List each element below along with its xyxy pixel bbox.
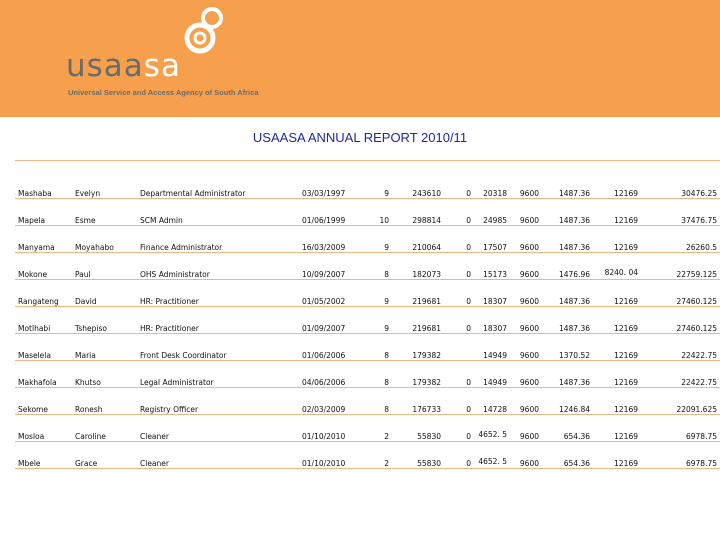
- cell-col-10: 1487.36: [542, 172, 593, 199]
- cell-position: HR: Practitioner: [137, 307, 299, 334]
- cell-first-name: Paul: [72, 253, 137, 280]
- staff-table: [15, 172, 720, 469]
- cell-col-8: 15173: [474, 253, 510, 280]
- logo-swirl-icon: [182, 6, 232, 62]
- cell-position: Registry Officer: [137, 388, 299, 415]
- cell-position: SCM Admin: [137, 199, 299, 226]
- cell-col-12: 22422.75: [641, 334, 720, 361]
- cell-surname: Mbele: [15, 442, 72, 469]
- cell-col-10: 1487.36: [542, 199, 593, 226]
- cell-col-12: 22422.75: [641, 361, 720, 388]
- cell-salary: 243610: [392, 172, 444, 199]
- cell-level: 9: [367, 280, 392, 307]
- cell-salary: 55830: [392, 442, 444, 469]
- cell-level: 9: [367, 226, 392, 253]
- cell-col-11: 12169: [593, 334, 641, 361]
- cell-start-date: 01/09/2007: [299, 307, 367, 334]
- cell-salary: 182073: [392, 253, 444, 280]
- cell-salary: 298814: [392, 199, 444, 226]
- cell-col-12: 6978.75: [641, 442, 720, 469]
- cell-level: 9: [367, 307, 392, 334]
- cell-col-10: 654.36: [542, 415, 593, 442]
- table-row: [15, 388, 720, 415]
- cell-col-11: 12169: [593, 280, 641, 307]
- cell-col-8: 17507: [474, 226, 510, 253]
- cell-salary: 55830: [392, 415, 444, 442]
- cell-col-12: 30476.25: [641, 172, 720, 199]
- cell-salary: 179382: [392, 361, 444, 388]
- cell-col-8: 14949: [474, 361, 510, 388]
- cell-position: Front Desk Coordinator: [137, 334, 299, 361]
- cell-start-date: 03/03/1997: [299, 172, 367, 199]
- cell-col-7: 0: [444, 442, 474, 469]
- cell-col-9: 9600: [510, 334, 542, 361]
- cell-col-10: 1246.84: [542, 388, 593, 415]
- cell-col-9: 9600: [510, 307, 542, 334]
- cell-col-9: 9600: [510, 226, 542, 253]
- cell-col-10: 654.36: [542, 442, 593, 469]
- cell-col-7: [444, 334, 474, 361]
- cell-start-date: 16/03/2009: [299, 226, 367, 253]
- cell-level: 8: [367, 253, 392, 280]
- cell-col-11: 12169: [593, 307, 641, 334]
- cell-first-name: Maria: [72, 334, 137, 361]
- cell-col-9: 9600: [510, 415, 542, 442]
- cell-start-date: 01/06/1999: [299, 199, 367, 226]
- cell-level: 8: [367, 361, 392, 388]
- cell-position: Cleaner: [137, 415, 299, 442]
- cell-col-10: 1487.36: [542, 361, 593, 388]
- cell-col-9: 9600: [510, 361, 542, 388]
- cell-col-12: 22091.625: [641, 388, 720, 415]
- cell-col-10: 1487.36: [542, 280, 593, 307]
- table-row: [15, 226, 720, 253]
- cell-position: Finance Administrator: [137, 226, 299, 253]
- cell-first-name: Tshepiso: [72, 307, 137, 334]
- cell-col-11: 12169: [593, 172, 641, 199]
- cell-col-12: 26260.5: [641, 226, 720, 253]
- cell-start-date: 10/09/2007: [299, 253, 367, 280]
- cell-first-name: Evelyn: [72, 172, 137, 199]
- cell-col-12: 27460.125: [641, 307, 720, 334]
- cell-level: 9: [367, 172, 392, 199]
- table-row: [15, 172, 720, 199]
- cell-col-9: 9600: [510, 280, 542, 307]
- cell-surname: Mapela: [15, 199, 72, 226]
- cell-first-name: Ronesh: [72, 388, 137, 415]
- cell-salary: 219681: [392, 307, 444, 334]
- cell-col-12: 27460.125: [641, 280, 720, 307]
- table-row: [15, 361, 720, 388]
- cell-col-8: 20318: [474, 172, 510, 199]
- cell-col-10: 1487.36: [542, 226, 593, 253]
- cell-salary: 210064: [392, 226, 444, 253]
- cell-col-12: 22759.125: [641, 253, 720, 280]
- cell-first-name: Grace: [72, 442, 137, 469]
- cell-surname: Mosloa: [15, 415, 72, 442]
- cell-col-7: 0: [444, 388, 474, 415]
- cell-surname: Maselela: [15, 334, 72, 361]
- cell-surname: Motlhabi: [15, 307, 72, 334]
- cell-surname: Mokone: [15, 253, 72, 280]
- cell-position: Legal Administrator: [137, 361, 299, 388]
- cell-col-10: 1487.36: [542, 307, 593, 334]
- cell-col-11: 12169: [593, 442, 641, 469]
- cell-col-12: 6978.75: [641, 415, 720, 442]
- cell-start-date: 02/03/2009: [299, 388, 367, 415]
- cell-position: OHS Administrator: [137, 253, 299, 280]
- cell-surname: Manyama: [15, 226, 72, 253]
- table-row: [15, 307, 720, 334]
- cell-col-7: 0: [444, 415, 474, 442]
- cell-col-9: 9600: [510, 388, 542, 415]
- cell-col-7: 0: [444, 199, 474, 226]
- cell-col-11: 12169: [593, 226, 641, 253]
- table-row: [15, 334, 720, 361]
- cell-surname: Makhafola: [15, 361, 72, 388]
- table-row: [15, 442, 720, 469]
- cell-level: 8: [367, 388, 392, 415]
- logo-wordmark: usaasa: [66, 48, 181, 84]
- cell-position: Cleaner: [137, 442, 299, 469]
- cell-col-8: 4652. 5: [474, 415, 510, 442]
- cell-col-8: 4652. 5: [474, 442, 510, 469]
- cell-salary: 179382: [392, 334, 444, 361]
- cell-col-7: 0: [444, 361, 474, 388]
- cell-col-7: 0: [444, 253, 474, 280]
- cell-col-11: 12169: [593, 361, 641, 388]
- cell-col-7: 0: [444, 280, 474, 307]
- table-row: [15, 199, 720, 226]
- cell-first-name: Caroline: [72, 415, 137, 442]
- cell-col-11: 12169: [593, 199, 641, 226]
- cell-surname: Mashaba: [15, 172, 72, 199]
- cell-surname: Sekome: [15, 388, 72, 415]
- cell-level: 2: [367, 415, 392, 442]
- cell-start-date: 01/10/2010: [299, 415, 367, 442]
- cell-col-7: 0: [444, 226, 474, 253]
- table-row: [15, 253, 720, 280]
- cell-first-name: Khutso: [72, 361, 137, 388]
- cell-start-date: 01/06/2006: [299, 334, 367, 361]
- cell-col-8: 14728: [474, 388, 510, 415]
- cell-level: 10: [367, 199, 392, 226]
- cell-position: Departmental Administrator: [137, 172, 299, 199]
- cell-start-date: 04/06/2006: [299, 361, 367, 388]
- cell-col-9: 9600: [510, 442, 542, 469]
- cell-col-10: 1476.96: [542, 253, 593, 280]
- cell-col-8: 18307: [474, 307, 510, 334]
- cell-salary: 219681: [392, 280, 444, 307]
- report-title: USAASA ANNUAL REPORT 2010/11: [252, 130, 468, 145]
- cell-level: 2: [367, 442, 392, 469]
- table-row: [15, 280, 720, 307]
- header-divider: [15, 160, 720, 161]
- cell-col-8: 18307: [474, 280, 510, 307]
- cell-col-10: 1370.52: [542, 334, 593, 361]
- header-banner: [0, 0, 720, 117]
- cell-surname: Rangateng: [15, 280, 72, 307]
- cell-first-name: Esme: [72, 199, 137, 226]
- cell-col-7: 0: [444, 172, 474, 199]
- cell-start-date: 01/10/2010: [299, 442, 367, 469]
- cell-col-9: 9600: [510, 253, 542, 280]
- cell-col-9: 9600: [510, 199, 542, 226]
- cell-col-8: 14949: [474, 334, 510, 361]
- logo-tagline: Universal Service and Access Agency of South Africa: [68, 88, 259, 97]
- cell-position: HR: Practitioner: [137, 280, 299, 307]
- cell-level: 8: [367, 334, 392, 361]
- cell-salary: 176733: [392, 388, 444, 415]
- table-row: [15, 415, 720, 442]
- cell-first-name: David: [72, 280, 137, 307]
- cell-col-12: 37476.75: [641, 199, 720, 226]
- cell-col-11: 12169: [593, 415, 641, 442]
- cell-col-9: 9600: [510, 172, 542, 199]
- cell-start-date: 01/05/2002: [299, 280, 367, 307]
- cell-col-8: 24985: [474, 199, 510, 226]
- cell-first-name: Moyahabo: [72, 226, 137, 253]
- cell-col-7: 0: [444, 307, 474, 334]
- cell-col-11: 8240. 04: [593, 253, 641, 280]
- cell-col-11: 12169: [593, 388, 641, 415]
